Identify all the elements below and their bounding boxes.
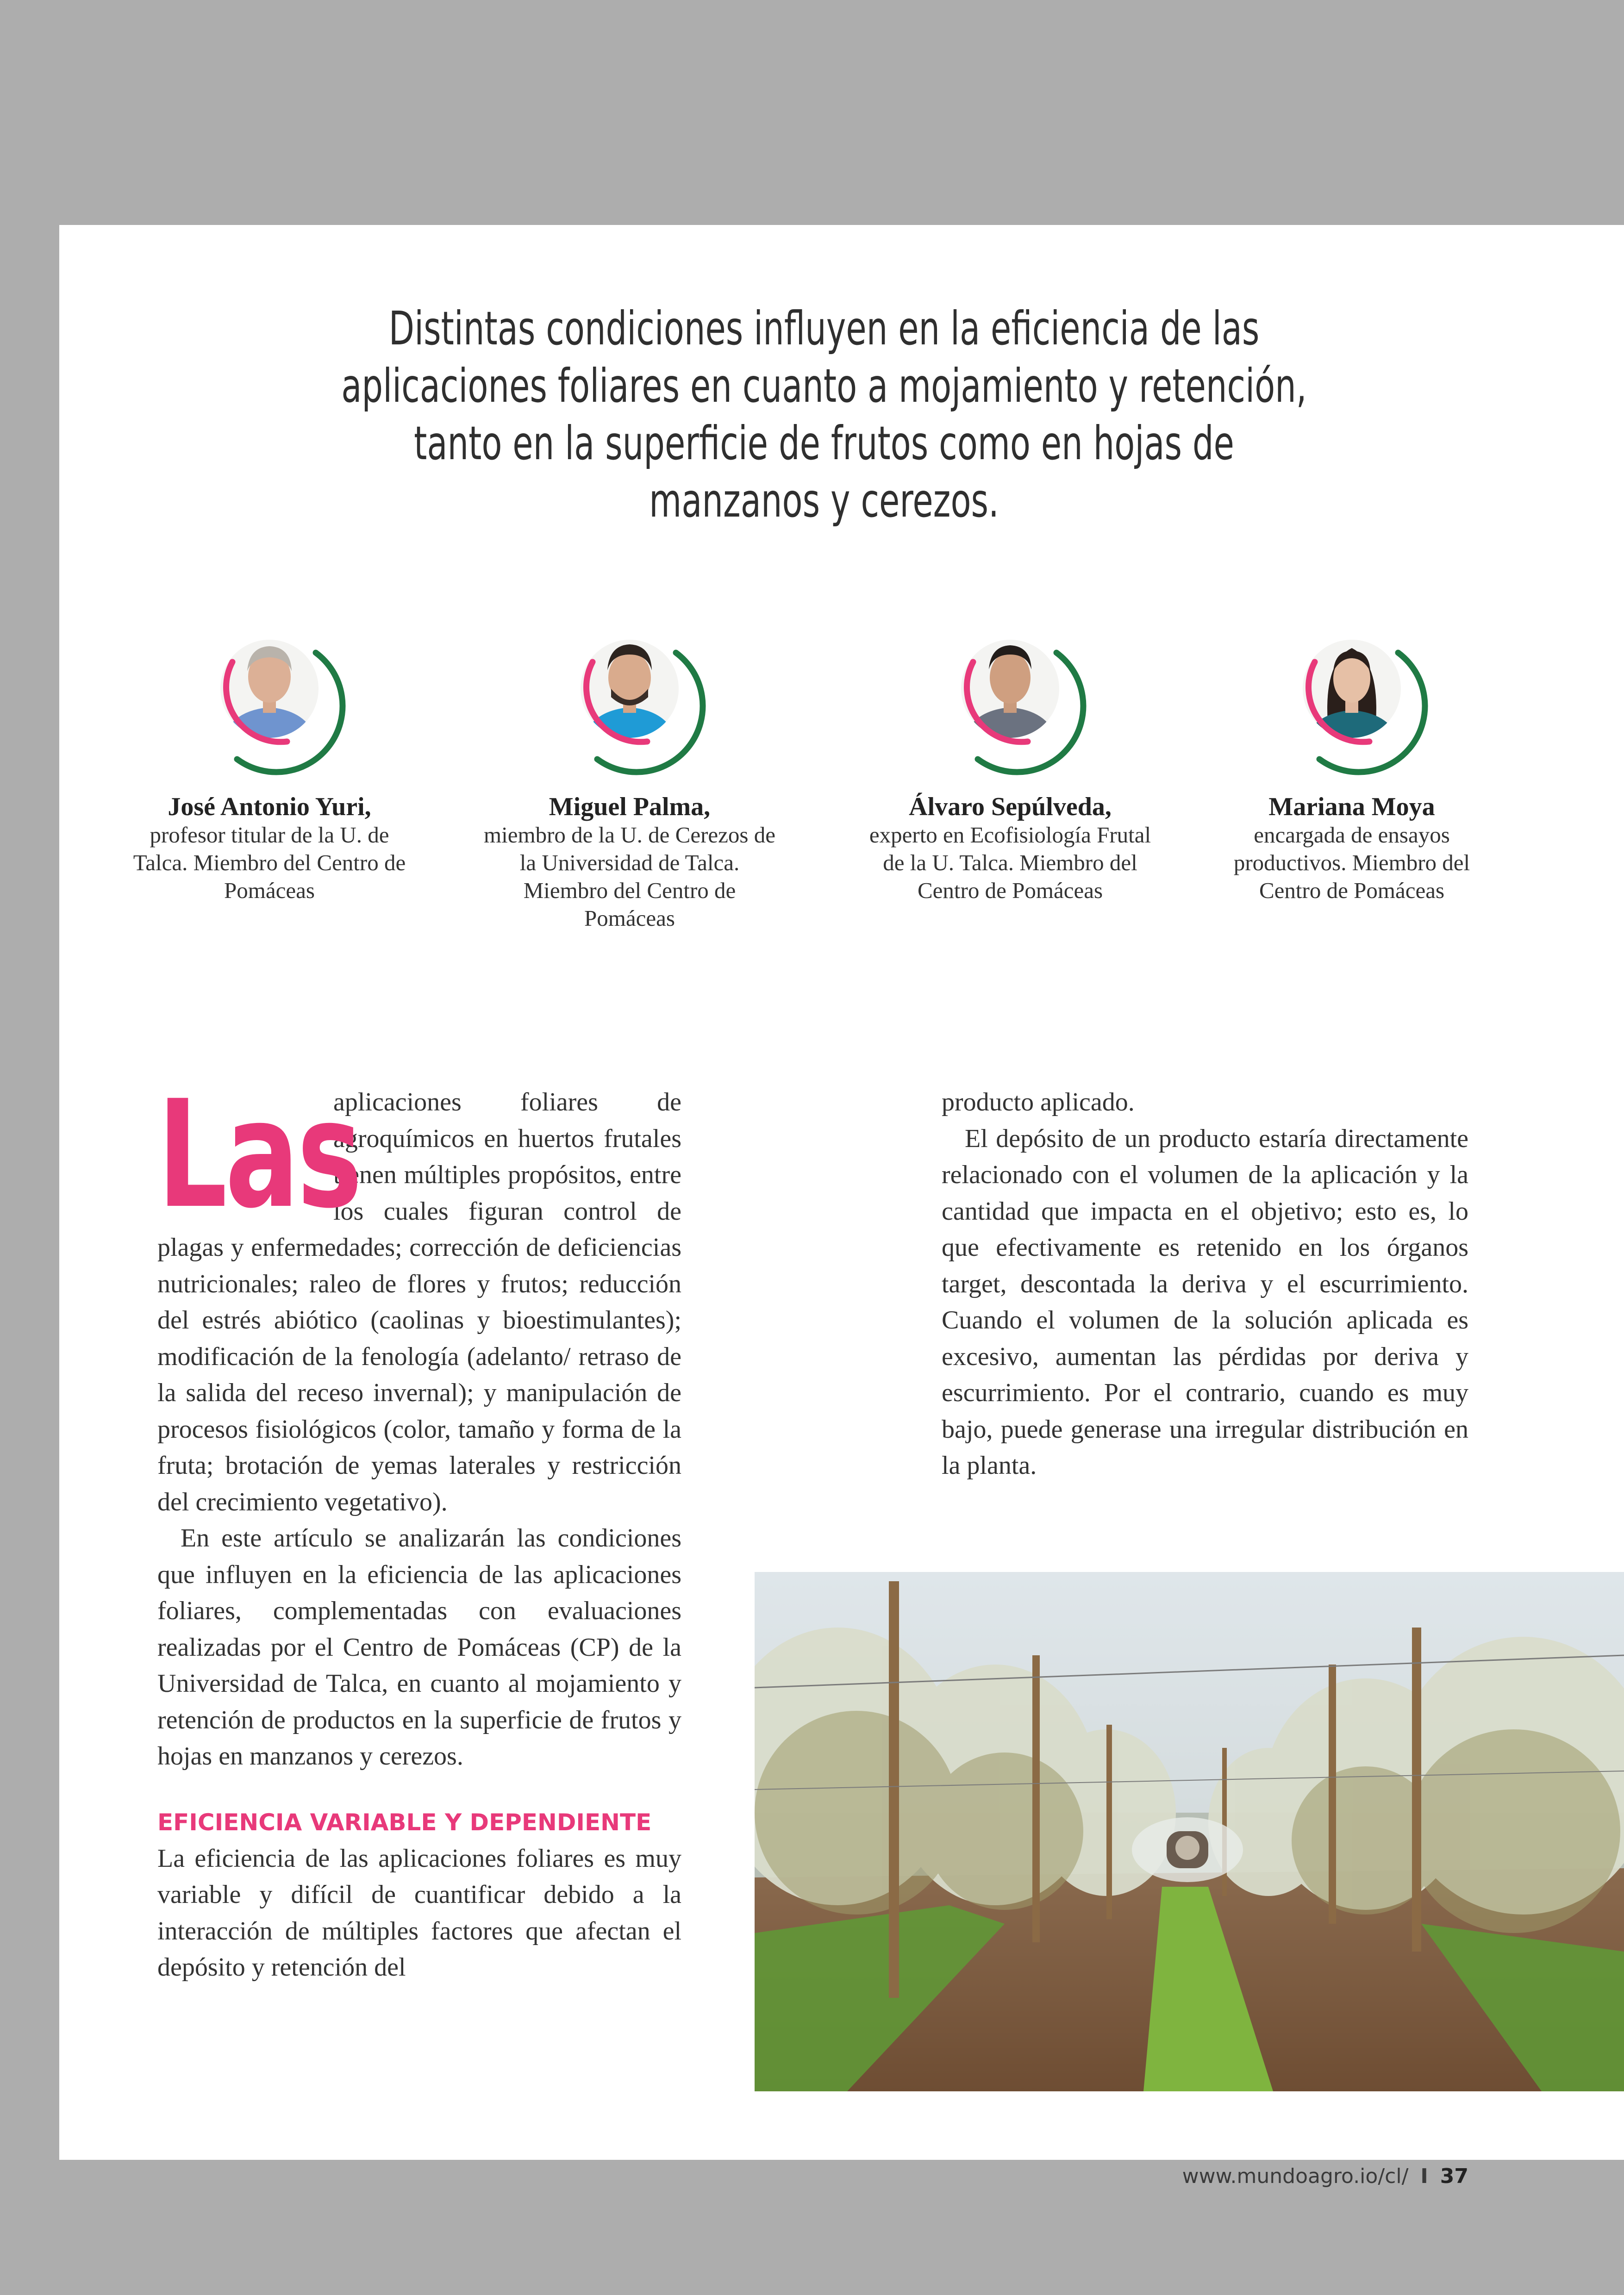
author-role: experto en Ecofisiología Frutal de la U. Talca. Miembro del Centro de Pomáceas: [869, 822, 1151, 903]
avatar-portrait-icon: [537, 606, 722, 792]
author-role: miembro de la U. de Cerezos de la Universidad de Talca. Miembro del Centro de Pomáceas: [484, 822, 775, 931]
author-name: Miguel Palma,: [549, 792, 711, 821]
footer-separator: I: [1420, 2164, 1428, 2188]
article-paragraph: El depósito de un producto estaría directamente relacionado con el volumen de la aplicación y la cantidad que impacta en el objetivo; esto es, lo que efectivamente es retenido en los órganos target, descontada la deriva y el escurrimiento. Cuando el volumen de la solución aplicada es excesivo, aumentan las pérdidas por deriva y escurrimiento. Por el contrario, cuando es muy bajo, puede generase una irregular distribución en la planta.: [942, 1124, 1468, 1480]
intro-headline: Distintas condiciones influyen en la eficiencia de las aplicaciones foliares en cuanto a mojamiento y retención, tanto en la superficie de frutos como en hojas de manzanos y cerezos.: [341, 301, 1307, 528]
article-paragraph: La eficiencia de las aplicaciones foliares es muy variable y difícil de cuantificar debido a la interacción de múltiples factores que afectan el depósito y retención del: [157, 1844, 681, 1982]
orchard-photo: [755, 1572, 1624, 2091]
article-column-right: [942, 1084, 1468, 1484]
article-column-left: [157, 1069, 681, 1986]
page-number: 37: [1440, 2164, 1468, 2188]
author-role: profesor titular de la U. de Talca. Miembro del Centro de Pomáceas: [133, 822, 406, 903]
article-paragraph: producto aplicado.: [942, 1088, 1135, 1116]
author-avatar: [918, 606, 1103, 792]
author-name: Álvaro Sepúlveda,: [909, 792, 1112, 821]
author-role: encargada de ensayos productivos. Miembro del Centro de Pomáceas: [1233, 822, 1470, 903]
avatar-portrait-icon: [918, 606, 1103, 792]
author-name: Mariana Moya: [1268, 792, 1435, 821]
author-avatar: [177, 606, 362, 792]
footer-url[interactable]: www.mundoagro.io/cl/: [1182, 2164, 1409, 2188]
author-card: [121, 606, 418, 904]
author-avatar: [1259, 606, 1444, 792]
page-footer: [1182, 2163, 1468, 2190]
author-card: [481, 606, 778, 932]
avatar-portrait-icon: [177, 606, 362, 792]
author-card: [862, 606, 1158, 904]
author-card: [1204, 606, 1500, 904]
section-heading: EFICIENCIA VARIABLE Y DEPENDIENTE: [157, 1809, 652, 1836]
article-paragraph: aplicaciones foliares de agroquímicos en huertos frutales tienen múltiples propósitos, entre los cuales figuran control de plagas y enfermedades; corrección de deficiencias nutricionales; raleo de flores y frutos; reducción del estrés abiótico (caolinas y bioestimulantes); modificación de la fenología (adelanto/ retraso de la salida del receso invernal); y manipulación de procesos fisiológicos (color, tamaño y forma de la fruta; brotación de yemas laterales y restricción del crecimiento vegetativo).: [157, 1088, 681, 1516]
sprayer-vehicle: [1132, 1817, 1243, 1882]
author-name: José Antonio Yuri,: [168, 792, 371, 821]
avatar-portrait-icon: [1259, 606, 1444, 792]
article-paragraph: En este artículo se analizarán las condiciones que influyen en la eficiencia de las aplicaciones foliares, complementadas con evaluaciones realizadas por el Centro de Pomáceas (CP) de la Universidad de Talca, en cuanto al mojamiento y retención de productos en la superficie de frutos y hojas en manzanos y cerezos.: [157, 1524, 681, 1771]
author-avatar: [537, 606, 722, 792]
drop-cap-container: [157, 1069, 361, 1241]
drop-cap: Las: [157, 1069, 361, 1241]
orchard-sprayer-image: [755, 1572, 1624, 2091]
